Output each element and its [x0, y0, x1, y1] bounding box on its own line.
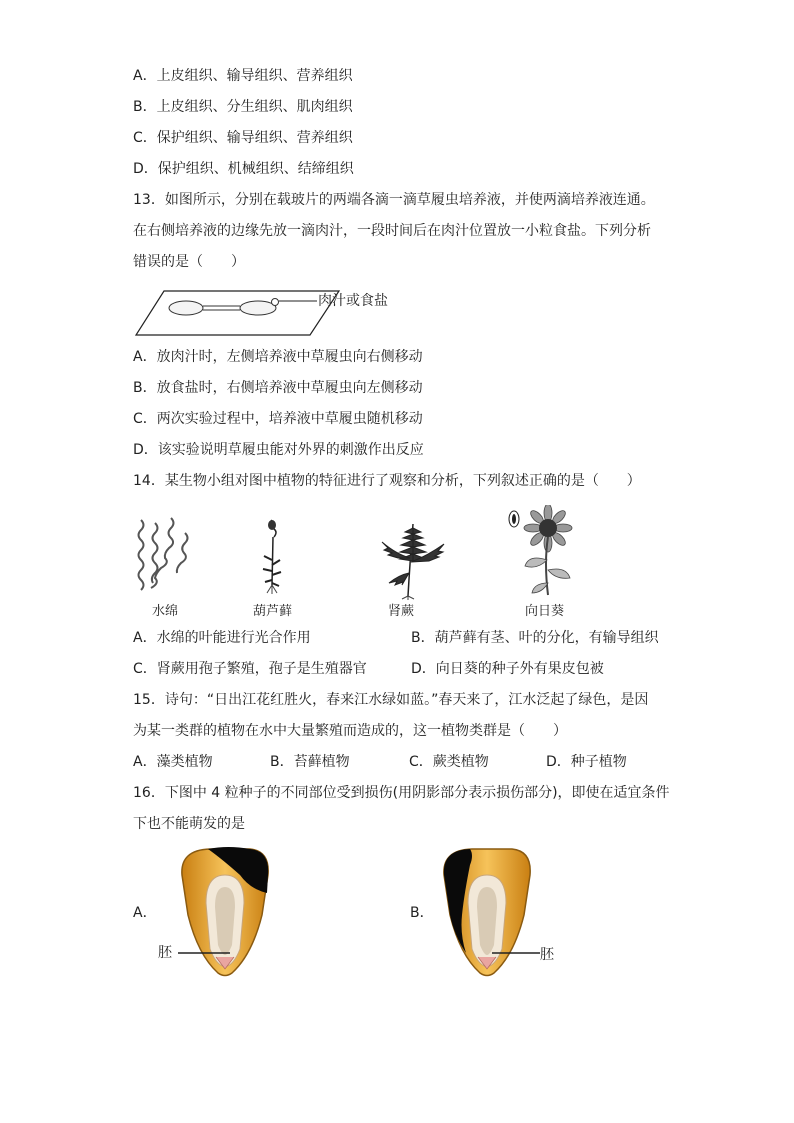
plant-label-spirogyra: 水绵 [152, 604, 179, 619]
embryo-label-b: 胚 [540, 947, 554, 963]
q12-option-d: D．保护组织、机械组织、结缔组织 [133, 161, 354, 177]
embryo-label-a: 胚 [158, 945, 172, 961]
figure-label-meat-or-salt: 肉汁或食盐 [318, 293, 388, 309]
q15-stem-line2: 为某一类群的植物在水中大量繁殖而造成的，这一植物类群是（ ） [133, 723, 567, 739]
q16-option-b-label: B． [410, 905, 434, 921]
q14-option-b: B．葫芦藓有茎、叶的分化，有输导组织 [411, 630, 659, 646]
q15-option-d: D．种子植物 [546, 754, 627, 770]
q12-option-b: B．上皮组织、分生组织、肌肉组织 [133, 99, 353, 115]
q13-option-a: A．放肉汁时，左侧培养液中草履虫向右侧移动 [133, 349, 423, 365]
q15-stem-line1: 15．诗句：“日出江花红胜火，春来江水绿如蓝。”春天来了，江水泛起了绿色，是因 [133, 692, 649, 708]
q13-stem-line3: 错误的是（ ） [133, 254, 245, 270]
glass-slide [136, 291, 339, 335]
q12-option-a: A．上皮组织、输导组织、营养组织 [133, 68, 353, 84]
q15-option-c: C．蕨类植物 [409, 754, 489, 770]
left-culture-drop [169, 301, 203, 315]
corn-seed-a [170, 845, 280, 980]
plant-label-sunflower: 向日葵 [525, 604, 565, 619]
q16-stem-line2: 下也不能萌发的是 [133, 816, 245, 832]
sunflower-illustration [505, 505, 585, 600]
q16-stem-line1: 16．下图中 4 粒种子的不同部位受到损伤(用阴影部分表示损伤部分)，即使在适宜条件 [133, 785, 670, 801]
q13-stem-line2: 在右侧培养液的边缘先放一滴肉汁，一段时间后在肉汁位置放一小粒食盐。下列分析 [133, 223, 651, 239]
slide-figure [134, 285, 344, 340]
q13-option-b: B．放食盐时，右侧培养液中草履虫向左侧移动 [133, 380, 423, 396]
fern-illustration [378, 518, 448, 600]
q14-option-c: C．肾蕨用孢子繁殖，孢子是生殖器官 [133, 661, 367, 677]
right-culture-drop [240, 301, 276, 315]
q13-option-c: C．两次实验过程中，培养液中草履虫随机移动 [133, 411, 423, 427]
plant-label-fern: 肾蕨 [388, 604, 415, 619]
q13-option-d: D．该实验说明草履虫能对外界的刺激作出反应 [133, 442, 424, 458]
q14-option-a: A．水绵的叶能进行光合作用 [133, 630, 311, 646]
plant-label-moss: 葫芦藓 [253, 604, 293, 619]
q14-option-d: D．向日葵的种子外有果皮包被 [411, 661, 604, 677]
q14-stem: 14．某生物小组对图中植物的特征进行了观察和分析，下列叙述正确的是（ ） [133, 473, 641, 489]
corn-seed-b [440, 845, 550, 980]
q16-option-a-label: A． [133, 905, 157, 921]
moss-illustration [258, 515, 288, 600]
stimulus-drop [272, 299, 279, 306]
q15-option-b: B．苔藓植物 [270, 754, 350, 770]
q12-option-c: C．保护组织、输导组织、营养组织 [133, 130, 353, 146]
spirogyra-illustration [133, 515, 193, 600]
q13-stem-line1: 13．如图所示，分别在载玻片的两端各滴一滴草履虫培养液，并使两滴培养液连通。 [133, 192, 655, 208]
q15-option-a: A．藻类植物 [133, 754, 213, 770]
